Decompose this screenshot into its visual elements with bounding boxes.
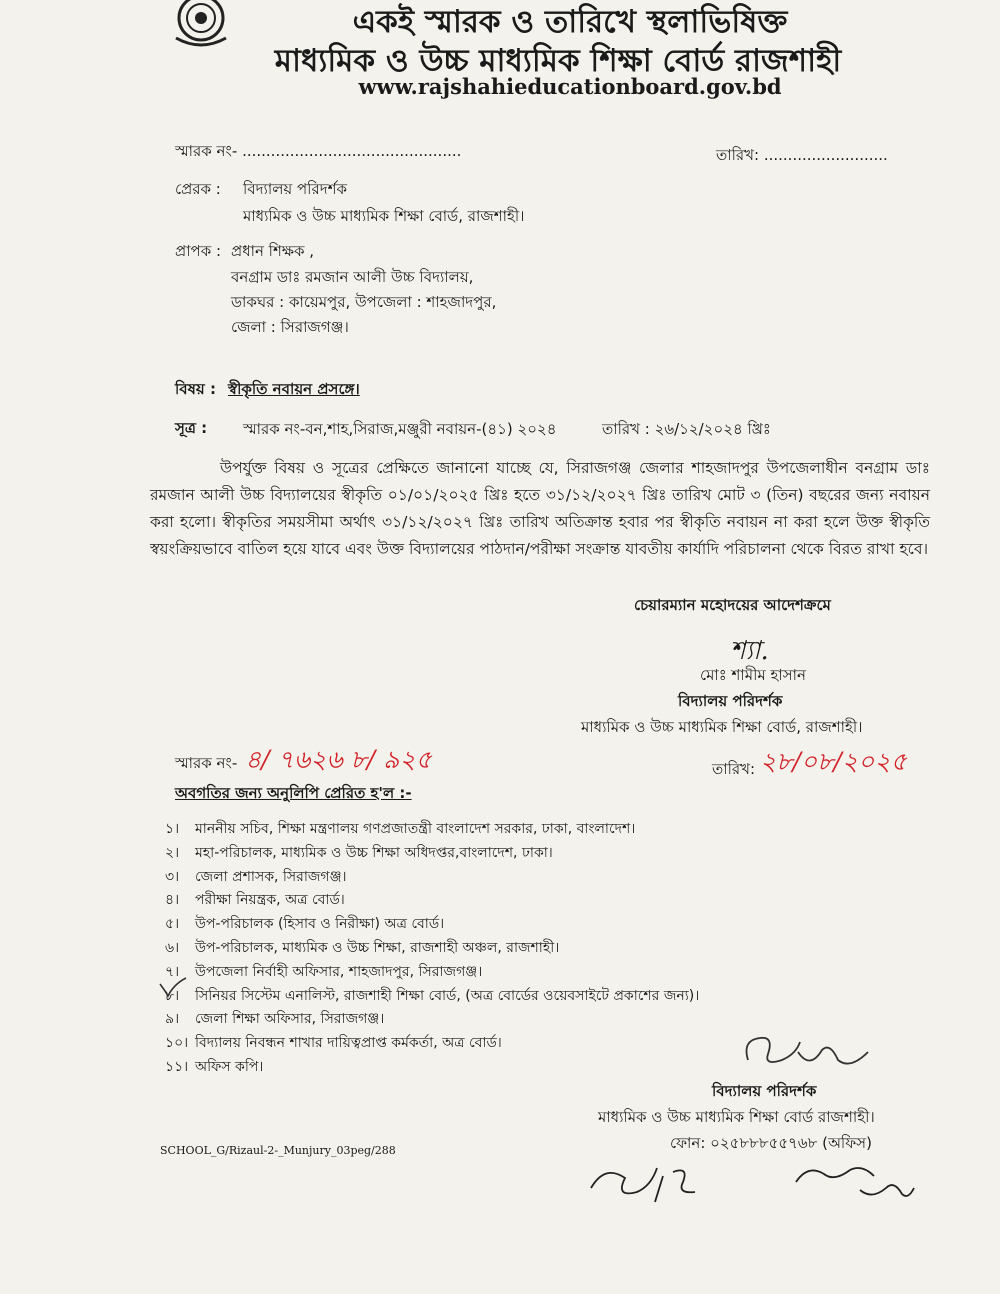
- list-item: ৪। পরীক্ষা নিয়ন্ত্রক, অত্র বোর্ড।: [165, 892, 345, 909]
- signer-org: মাধ্যমিক ও উচ্চ মাধ্যমিক শিক্ষা বোর্ড, রাজশাহী।: [581, 718, 863, 736]
- handwritten-signature-icon: [738, 1030, 878, 1080]
- list-item: ১০। বিদ্যালয় নিবন্ধন শাখার দায়িত্বপ্রাপ্ত কর্মকর্তা, অত্র বোর্ড।: [165, 1035, 502, 1052]
- signature-initials: শ্যা.: [730, 636, 769, 666]
- list-item: ৭। উপজেলা নির্বাহী অফিসার, শাহজাদপুর, সিরাজগঞ্জ।: [165, 963, 483, 980]
- order-line: চেয়ারম্যান মহোদয়ের আদেশক্রমে: [634, 596, 831, 614]
- copy-memo-number: ৪/ ৭৬২৬ ৮/ ৯২৫: [245, 745, 432, 774]
- recipient-line4: জেলা : সিরাজগঞ্জ।: [231, 318, 349, 336]
- header-website: www.rajshahieducationboard.gov.bd: [358, 74, 782, 99]
- reference-text: স্মারক নং-বন,শাহ,সিরাজ,মঞ্জুরী নবায়ন-(৪১) ২০২৪: [243, 420, 557, 438]
- list-item: ১। মাননীয় সচিব, শিক্ষা মন্ত্রণালয় গণপ্রজাতন্ত্রী বাংলাদেশ সরকার, ঢাকা, বাংলাদেশ।: [165, 821, 636, 837]
- reference-label: সূত্র :: [175, 419, 208, 437]
- copy-date-value: ২৮/০৮/২০২৫: [760, 747, 907, 776]
- memo-label: স্মারক নং-: [175, 142, 238, 160]
- recipient-label: প্রাপক :: [175, 242, 222, 260]
- date-label: তারিখ:: [716, 146, 760, 164]
- body-paragraph: উপর্যুক্ত বিষয় ও সূত্রের প্রেক্ষিতে জানানো যাচ্ছে যে, সিরাজগঞ্জ জেলার শাহজাদপুর উপজেলাধীন বনগ্রাম ডাঃ রমজান আলী উচ্চ বিদ্যালয়ের স্বীকৃতি ০১/০১/২০২৫ খ্রিঃ হতে ৩১/১২/২০২৭ খ্রিঃ তারিখ মোট ৩ (তিন) বছরের জন্য নবায়ন করা হলো। স্বীকৃতির সময়সীমা অর্থাৎ ৩১/১২/২০২৭ খ্রিঃ তারিখ অতিক্রান্ত হবার পর স্বীকৃতি নবায়ন না করা হলে উক্ত স্বীকৃতি স্বয়ংক্রিয়ভাবে বাতিল হয়ে যাবে এবং উক্ত বিদ্যালয়ের পাঠদান/পরীক্ষা সংক্রান্ত যাবতীয় কার্যাদি পরিচালনা থেকে বিরত রাখা হবে।: [150, 459, 930, 558]
- memo-dots: ..............................................: [242, 142, 462, 160]
- memo-line: [175, 140, 461, 162]
- recipient-line3: ডাকঘর : কায়েমপুর, উপজেলা : শাহজাদপুর,: [231, 293, 497, 311]
- list-item: ৫। উপ-পরিচালক (হিসাব ও নিরীক্ষা) অত্র বোর্ড।: [165, 916, 445, 933]
- reference-date: তারিখ : ২৬/১২/২০২৪ খ্রিঃ: [602, 420, 771, 438]
- copy-date-label: তারিখ:: [712, 760, 756, 778]
- sender-line1: বিদ্যালয় পরিদর্শক: [243, 180, 347, 198]
- copy-heading: অবগতির জন্য অনুলিপি প্রেরিত হ'ল :-: [175, 784, 412, 802]
- list-item: ৬। উপ-পরিচালক, মাধ্যমিক ও উচ্চ শিক্ষা, রাজশাহী অঞ্চল, রাজশাহী।: [165, 939, 560, 956]
- header-line1: একই স্মারক ও তারিখে স্থলাভিষিক্ত: [352, 4, 788, 40]
- handwritten-initials-left-icon: [585, 1158, 705, 1212]
- list-item: ৯। জেলা শিক্ষা অফিসার, সিরাজগঞ্জ।: [165, 1011, 385, 1028]
- signer-name: মোঃ শামীম হাসান: [700, 666, 806, 684]
- inspector-title: বিদ্যালয় পরিদর্শক: [712, 1082, 817, 1100]
- handwritten-initials-right-icon: [790, 1160, 920, 1208]
- inspector-phone: ফোন: ০২৫৮৮৮৫৫৭৬৮ (অফিস): [670, 1134, 872, 1152]
- list-item: ১১। অফিস কপি।: [165, 1058, 264, 1075]
- tick-mark-icon: [158, 976, 188, 1002]
- recipient-line1: প্রধান শিক্ষক ,: [231, 242, 315, 260]
- sender-line2: মাধ্যমিক ও উচ্চ মাধ্যমিক শিক্ষা বোর্ড, রাজশাহী।: [243, 207, 525, 225]
- date-line: [716, 144, 888, 166]
- inspector-org: মাধ্যমিক ও উচ্চ মাধ্যমিক শিক্ষা বোর্ড রাজশাহী।: [598, 1108, 875, 1126]
- board-seal-icon: [168, 0, 234, 50]
- subject-text: স্বীকৃতি নবায়ন প্রসঙ্গে।: [228, 380, 360, 398]
- sender-label: প্রেরক :: [175, 180, 221, 198]
- header-board-name: মাধ্যমিক ও উচ্চ মাধ্যমিক শিক্ষা বোর্ড রাজশাহী: [274, 43, 842, 79]
- copy-memo-label: স্মারক নং-: [175, 754, 238, 772]
- list-item: ২। মহা-পরিচালক, মাধ্যমিক ও উচ্চ শিক্ষা অধিদপ্তর,বাংলাদেশ, ঢাকা।: [165, 844, 553, 861]
- recipient-line2: বনগ্রাম ডাঃ রমজান আলী উচ্চ বিদ্যালয়,: [231, 268, 474, 286]
- list-item: ৩। জেলা প্রশাসক, সিরাজগঞ্জ।: [165, 868, 347, 885]
- copy-list: [165, 818, 805, 1080]
- list-item: ৮। সিনিয়র সিস্টেম এনালিস্ট, রাজশাহী শিক্ষা বোর্ড, (অত্র বোর্ডের ওয়েবসাইটে প্রকাশের জন্য)।: [165, 987, 700, 1004]
- subject-label: বিষয় :: [175, 380, 216, 398]
- footer-code: SCHOOL_G/Rizaul-2-_Munjury_03peg/288: [160, 1144, 396, 1157]
- signer-title: বিদ্যালয় পরিদর্শক: [678, 692, 783, 710]
- date-dots: ..........................: [763, 146, 888, 164]
